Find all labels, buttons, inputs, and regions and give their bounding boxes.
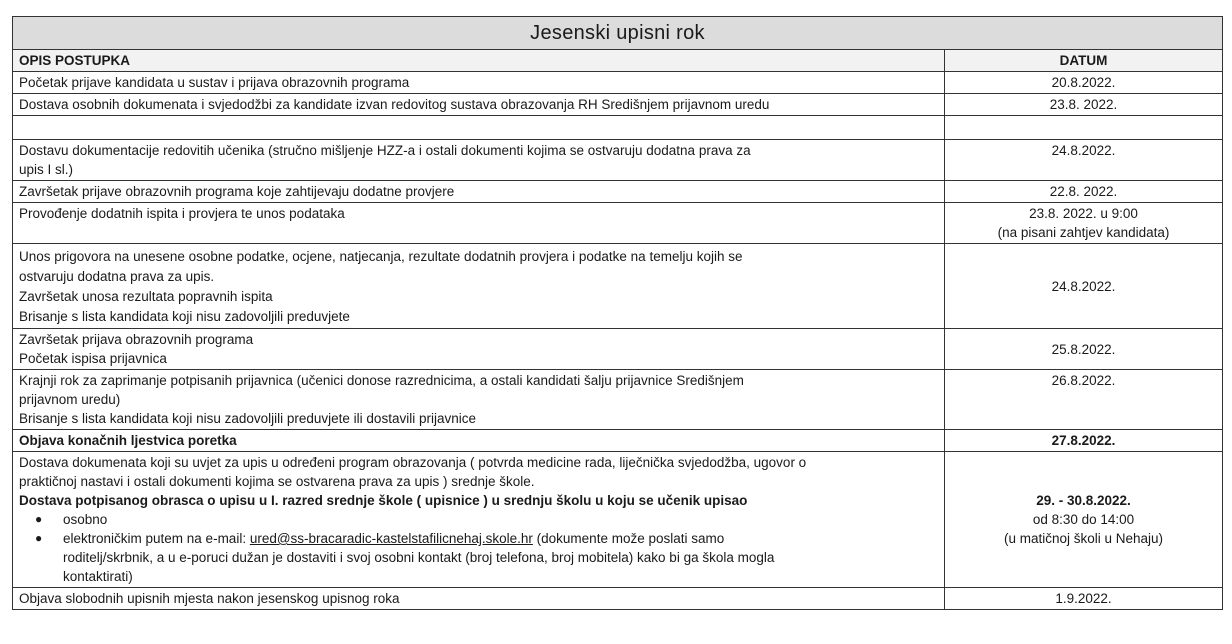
table-row bbox=[13, 94, 1223, 116]
table-row-empty bbox=[13, 116, 1223, 140]
schedule-document bbox=[12, 16, 1222, 636]
bullet-icon: ● bbox=[35, 531, 43, 545]
row-date: 26.8.2022. bbox=[945, 370, 1223, 430]
row-description: Krajnji rok za zaprimanje potpisanih prijavnica (učenici donose razrednicima, a ostali kandidati šalju prijavnice Središnjem prijavnom uredu) Brisanje s lista kandidata koji nisu zadovoljili preduvjete ili dostavili prijavnice bbox=[13, 370, 945, 430]
bullet-icon: ● bbox=[35, 512, 43, 526]
table-row bbox=[13, 244, 1223, 329]
row-date: 23.8. 2022. bbox=[945, 94, 1223, 116]
table-row bbox=[13, 181, 1223, 203]
row-description bbox=[13, 116, 945, 140]
list-item: ● elektroničkim putem na e-mail: ured@ss-bracaradic-kastelstafilicnehaj.skole.hr (dokumente može poslati samo roditelj/skrbnik, a u e-poruci dužan je dostaviti i svoj osobni kontakt (broj telefona, broj mobitela) kako bi ga škola mogla kontaktirati) bbox=[35, 531, 775, 584]
delivery-options-list bbox=[19, 510, 938, 586]
table-title: Jesenski upisni rok bbox=[13, 17, 1223, 50]
row-date: 29. - 30.8.2022. od 8:30 do 14:00 (u matičnoj školi u Nehaju) bbox=[945, 452, 1223, 588]
row-description: Unos prigovora na unesene osobne podatke, ocjene, natjecanja, rezultate dodatnih provjera i podatke na temelju kojih se ostvaruju dodatna prava za upis. Završetak unosa rezultata popravnih ispita Brisanje s lista kandidata koji nisu zadovoljili preduvjete bbox=[13, 244, 945, 329]
table-row bbox=[13, 72, 1223, 94]
header-date: DATUM bbox=[945, 50, 1223, 72]
table-row-final-ranking bbox=[13, 430, 1223, 452]
row-description: Objava konačnih ljestvica poretka bbox=[13, 430, 945, 452]
table-row bbox=[13, 203, 1223, 244]
row-date: 25.8.2022. bbox=[945, 329, 1223, 370]
row-description: Dostava dokumenata koji su uvjet za upis u određeni program obrazovanja ( potvrda medicine rada, liječnička svjedodžba, ugovor o praktičnoj nastavi i ostali dokumenti kojima se ostvarena prava za upis ) srednje škole. Dostava potpisanog obrasca o upisu u I. razred srednje škole ( upisnice ) u srednju školu u koju se učenik upisao ● osobno ● elektroničkim putem na e-mail: ured@ss-bracaradic-kastelstafilicnehaj.skole.hr (dokumente može poslati samo roditelj/skrbnik, a u e-poruci dužan je dostaviti i svoj osobni kontakt (broj telefona, broj mobitela) kako bi ga škola mogla kontaktirati) bbox=[13, 452, 945, 588]
row-date: 23.8. 2022. u 9:00 (na pisani zahtjev kandidata) bbox=[945, 203, 1223, 244]
title-row bbox=[13, 17, 1223, 50]
row-date: 20.8.2022. bbox=[945, 72, 1223, 94]
row-date: 22.8. 2022. bbox=[945, 181, 1223, 203]
row-date: 27.8.2022. bbox=[945, 430, 1223, 452]
row-date: 24.8.2022. bbox=[945, 244, 1223, 329]
row-description: Provođenje dodatnih ispita i provjera te unos podataka bbox=[13, 203, 945, 244]
header-description: OPIS POSTUPKA bbox=[13, 50, 945, 72]
enrollment-schedule-table bbox=[12, 16, 1223, 610]
table-row bbox=[13, 140, 1223, 181]
row-description: Završetak prijava obrazovnih programa Početak ispisa prijavnica bbox=[13, 329, 945, 370]
row-description: Početak prijave kandidata u sustav i prijava obrazovnih programa bbox=[13, 72, 945, 94]
table-row bbox=[13, 329, 1223, 370]
table-row bbox=[13, 370, 1223, 430]
table-row bbox=[13, 588, 1223, 610]
row-description: Objava slobodnih upisnih mjesta nakon jesenskog upisnog roka bbox=[13, 588, 945, 610]
email-link[interactable]: ured@ss-bracaradic-kastelstafilicnehaj.skole.hr bbox=[249, 531, 533, 546]
row-date: 1.9.2022. bbox=[945, 588, 1223, 610]
row-description: Dostava osobnih dokumenata i svjedodžbi za kandidate izvan redovitog sustava obrazovanja RH Središnjem prijavnom uredu bbox=[13, 94, 945, 116]
row-date bbox=[945, 116, 1223, 140]
list-item: ● osobno bbox=[35, 512, 108, 527]
table-row-documents-delivery bbox=[13, 452, 1223, 588]
row-description: Završetak prijave obrazovnih programa koje zahtijevaju dodatne provjere bbox=[13, 181, 945, 203]
row-description: Dostavu dokumentacije redovitih učenika (stručno mišljenje HZZ-a i ostali dokumenti kojima se ostvaruju dodatna prava za upis I sl.) bbox=[13, 140, 945, 181]
header-row bbox=[13, 50, 1223, 72]
row-date: 24.8.2022. bbox=[945, 140, 1223, 181]
